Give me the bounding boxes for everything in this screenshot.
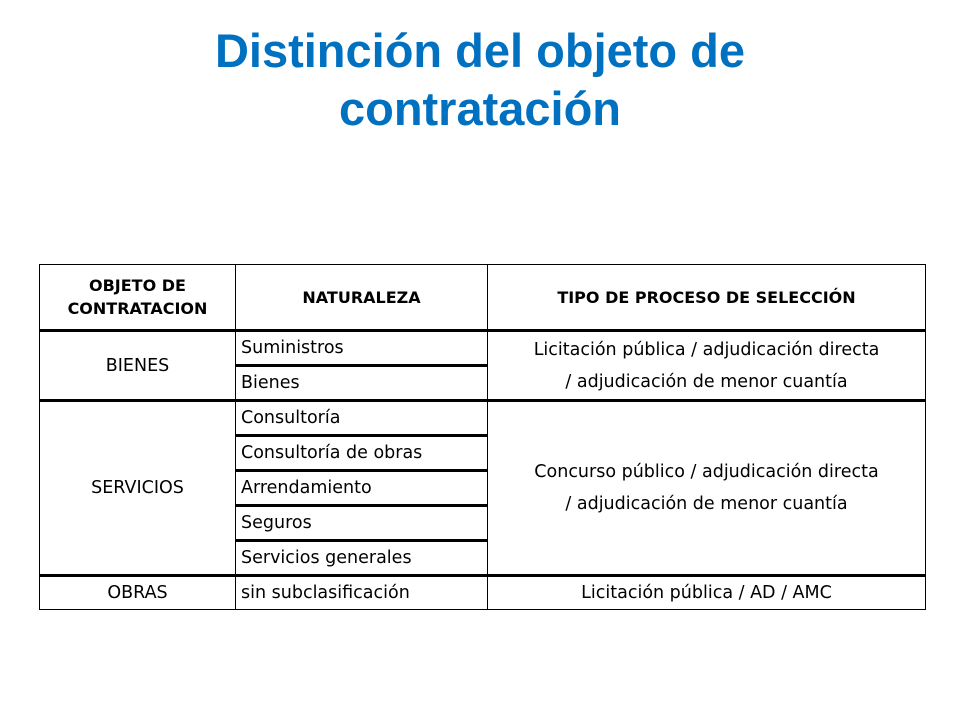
naturaleza-cell: Consultoría: [236, 401, 488, 436]
objeto-cell-obras: OBRAS: [40, 576, 236, 610]
objeto-cell-bienes: BIENES: [40, 331, 236, 401]
header-objeto-line-1: OBJETO DE: [89, 276, 186, 295]
table-row: [40, 401, 926, 436]
contract-object-table: [39, 264, 926, 610]
page-title-line-1: Distinción del objeto de: [214, 24, 746, 77]
table-row: [40, 576, 926, 610]
header-tipo: TIPO DE PROCESO DE SELECCIÓN: [488, 265, 926, 331]
page-title: [0, 22, 960, 138]
naturaleza-cell: Consultoría de obras: [236, 436, 488, 471]
naturaleza-cell: Bienes: [236, 366, 488, 401]
tipo-line-1: Licitación pública / adjudicación directa: [533, 339, 880, 360]
tipo-cell-obras: Licitación pública / AD / AMC: [488, 576, 926, 610]
objeto-cell-servicios: SERVICIOS: [40, 401, 236, 576]
tipo-cell-bienes: [488, 331, 926, 401]
naturaleza-cell: sin subclasificación: [236, 576, 488, 610]
naturaleza-cell: Servicios generales: [236, 541, 488, 576]
header-objeto: [40, 265, 236, 331]
tipo-line-2: / adjudicación de menor cuantía: [565, 494, 848, 514]
page-title-line-2: contratación: [338, 82, 622, 135]
naturaleza-cell: Seguros: [236, 506, 488, 541]
naturaleza-cell: Arrendamiento: [236, 471, 488, 506]
tipo-line-1: Concurso público / adjudicación directa: [534, 462, 879, 482]
table-row: [40, 331, 926, 366]
naturaleza-cell: Suministros: [236, 331, 488, 366]
header-naturaleza: NATURALEZA: [236, 265, 488, 331]
tipo-line-2: / adjudicación de menor cuantía: [565, 371, 848, 392]
tipo-cell-servicios: [488, 401, 926, 576]
table-header-row: [40, 265, 926, 331]
header-objeto-line-2: CONTRATACION: [67, 299, 208, 318]
